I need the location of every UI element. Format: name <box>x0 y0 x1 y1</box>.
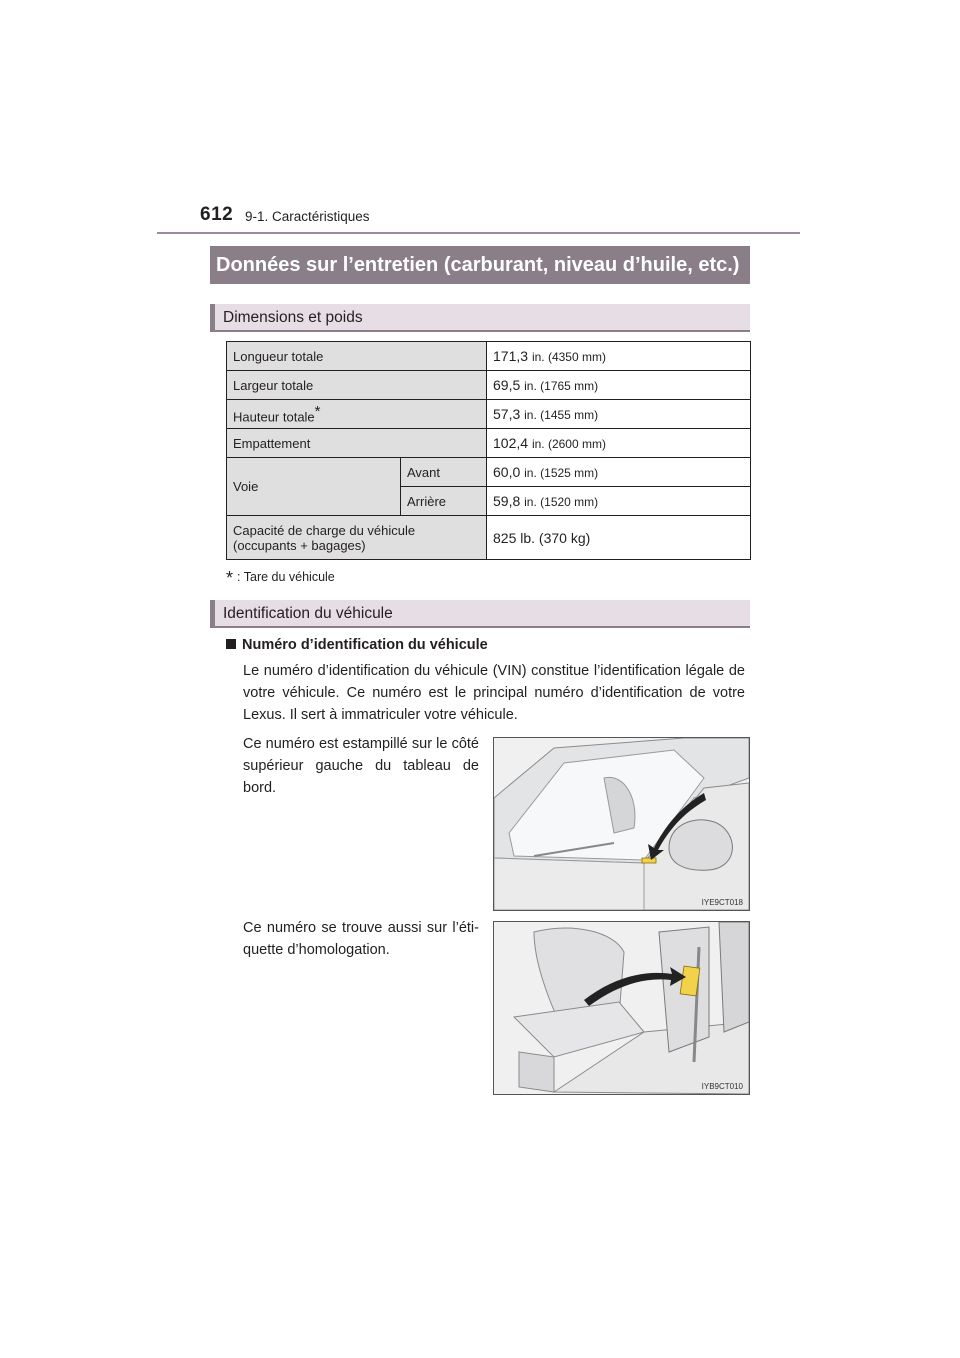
dimensions-heading: Dimensions et poids <box>210 304 750 332</box>
row-label: Longueur totale <box>227 342 487 371</box>
track-front-label: Avant <box>401 458 487 487</box>
table-row <box>227 458 751 487</box>
track-front-value: 60,0 in. (1525 mm) <box>487 458 751 487</box>
bullet-square-icon <box>226 639 236 649</box>
table-row <box>227 429 751 458</box>
track-rear-label: Arrière <box>401 487 487 516</box>
footnote-text: : Tare du véhicule <box>237 570 335 584</box>
identification-heading: Identification du véhicule <box>210 600 750 628</box>
row-label: Hauteur totale* <box>227 400 487 429</box>
section-reference: 9-1. Caractéristiques <box>245 209 370 224</box>
door-pillar-figure <box>493 921 750 1095</box>
table-row <box>227 400 751 429</box>
dimensions-table <box>226 341 751 560</box>
table-row <box>227 516 751 560</box>
vin-title: Numéro d’identification du véhicule <box>226 637 488 653</box>
row-label: Largeur totale <box>227 371 487 400</box>
footnote-marker: * <box>314 403 321 421</box>
footnote-star: * <box>226 568 234 588</box>
vin-location-dashboard: Ce numéro est estampillé sur le côté supérieur gauche du tableau de bord. <box>243 736 479 796</box>
track-rear-value: 59,8 in. (1520 mm) <box>487 487 751 516</box>
figure-code: IYE9CT018 <box>701 898 743 907</box>
track-label: Voie <box>227 458 401 516</box>
main-heading: Données sur l’entretien (carburant, niveau d’huile, etc.) <box>210 246 750 284</box>
footnote <box>226 568 335 589</box>
capacity-value: 825 lb. (370 kg) <box>487 516 751 560</box>
dashboard-vin-figure <box>493 737 750 911</box>
row-value: 69,5 in. (1765 mm) <box>487 371 751 400</box>
table-row <box>227 342 751 371</box>
row-value: 57,3 in. (1455 mm) <box>487 400 751 429</box>
page-number: 612 <box>200 204 234 225</box>
capacity-label: Capacité de charge du véhicule (occupants + bagages) <box>227 516 487 560</box>
row-value: 171,3 in. (4350 mm) <box>487 342 751 371</box>
header-divider <box>157 232 800 234</box>
figure-code: IYB9CT010 <box>701 1082 743 1091</box>
vin-location-label: Ce numéro se trouve aussi sur l’éti-quette d’homologation. <box>243 920 479 958</box>
table-row <box>227 371 751 400</box>
vin-paragraph: Le numéro d’identification du véhicule (VIN) constitue l’identification légale de votre véhicule. Ce numéro est le principal numéro d’identification de votre Lexus. Il sert à immatriculer votre véhicule. <box>243 663 745 723</box>
row-value: 102,4 in. (2600 mm) <box>487 429 751 458</box>
row-label: Empattement <box>227 429 487 458</box>
